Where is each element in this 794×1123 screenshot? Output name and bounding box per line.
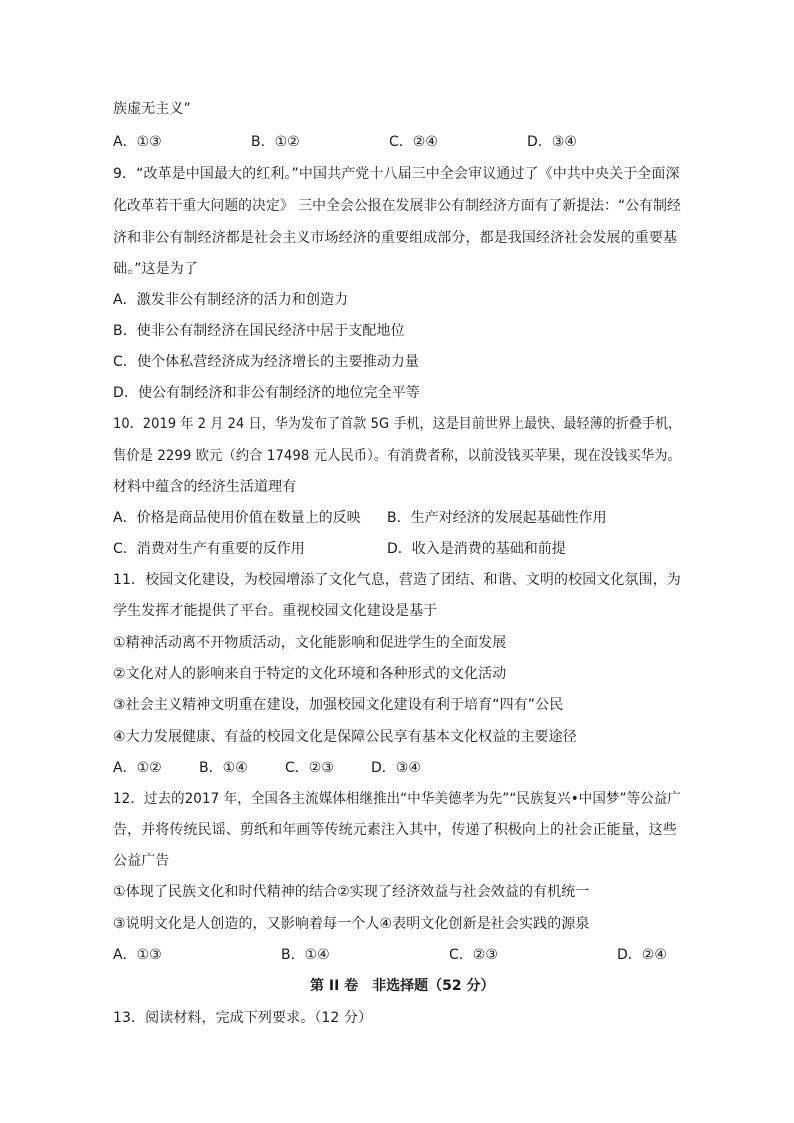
q10-stem-line: 10．2019 年 2 月 24 日，华为发布了首款 5G 手机，这是目前世界上最快、最轻薄的折叠手机， (113, 416, 682, 432)
q10-option-c: C．消费对生产有重要的反作用 (113, 541, 305, 557)
q11-stem-line: 11．校园文化建设，为校园增添了文化气息，营造了团结、和谐、文明的校园文化氛围，为 (113, 572, 681, 588)
q8-option-d: D．③④ (527, 134, 577, 150)
q10-option-d: D．收入是消费的基础和前提 (387, 541, 566, 557)
q8-option-a: A．①③ (113, 134, 162, 150)
q12-option-c: C．②③ (449, 947, 498, 963)
q11-statement: ③社会主义精神文明重在建设，加强校园文化建设有利于培育“四有”公民 (113, 697, 564, 713)
q8-option-c: C．②④ (389, 134, 438, 150)
q12-option-d: D．②④ (617, 947, 667, 963)
q13-stem: 13．阅读材料，完成下列要求。（12 分） (113, 1010, 373, 1026)
q8-option-b: B．①② (251, 134, 300, 150)
q10-option-a: A．价格是商品使用价值在数量上的反映 (113, 510, 361, 526)
q9-option-b: B．使非公有制经济在国民经济中居于支配地位 (113, 323, 405, 339)
q9-stem-line: 础。”这是为了 (113, 261, 198, 277)
q10-option-b: B．生产对经济的发展起基础性作用 (387, 510, 607, 526)
q12-statement: ①体现了民族文化和时代精神的结合②实现了经济效益与社会效益的有机统一 (113, 884, 590, 900)
q11-statement: ②文化对人的影响来自于特定的文化环境和各种形式的文化活动 (113, 666, 507, 682)
q10-stem-line: 材料中蕴含的经济生活道理有 (113, 479, 297, 495)
q11-stem-line: 学生发挥才能提供了平台。重视校园文化建设是基于 (113, 603, 438, 619)
q12-stem-line: 12．过去的2017 年，全国各主流媒体相继推出“中华美德孝为先”“民族复兴•中国梦”等公益广 (113, 791, 681, 807)
q12-statement: ③说明文化是人创造的，又影响着每一个人④表明文化创新是社会实践的源泉 (113, 916, 590, 932)
q11-option-a: A．①② (113, 760, 162, 776)
q12-option-a: A．①③ (113, 947, 162, 963)
q9-stem-line: 9．“改革是中国最大的红利。”中国共产党十八届三中全会审议通过了《中共中央关于全面深 (113, 166, 680, 182)
q9-option-d: D．使公有制经济和非公有制经济的地位完全平等 (113, 385, 420, 401)
q11-option-b: B．①④ (199, 760, 248, 776)
q8-stem-tail: 族虚无主义” (113, 101, 191, 117)
q11-statement: ①精神活动离不开物质活动，文化能影响和促进学生的全面发展 (113, 635, 507, 651)
q12-stem-line: 告，并将传统民谣、剪纸和年画等传统元素注入其中，传递了积极向上的社会正能量，这些 (113, 822, 677, 838)
q9-option-c: C．使个体私营经济成为经济增长的主要推动力量 (113, 354, 419, 370)
q12-stem-line: 公益广告 (113, 853, 170, 869)
section-heading: 第 II 卷 非选择题（52 分） (310, 978, 495, 994)
q11-statement: ④大力发展健康、有益的校园文化是保障公民享有基本文化权益的主要途径 (113, 729, 577, 745)
q11-option-c: C．②③ (285, 760, 334, 776)
q12-option-b: B．①④ (281, 947, 330, 963)
q9-stem-line: 化改革若干重大问题的决定》 三中全会公报在发展非公有制经济方面有了新提法：“公有制经 (113, 198, 681, 214)
q9-option-a: A．激发非公有制经济的活力和创造力 (113, 292, 349, 308)
q10-stem-line: 售价是 2299 欧元（约合 17498 元人民币）。有消费者称，以前没钱买苹果，现在没钱买华为。 (113, 448, 681, 464)
q9-stem-line: 济和非公有制经济都是社会主义市场经济的重要组成部分，都是我国经济社会发展的重要基 (113, 230, 677, 246)
q11-option-d: D．③④ (371, 760, 421, 776)
